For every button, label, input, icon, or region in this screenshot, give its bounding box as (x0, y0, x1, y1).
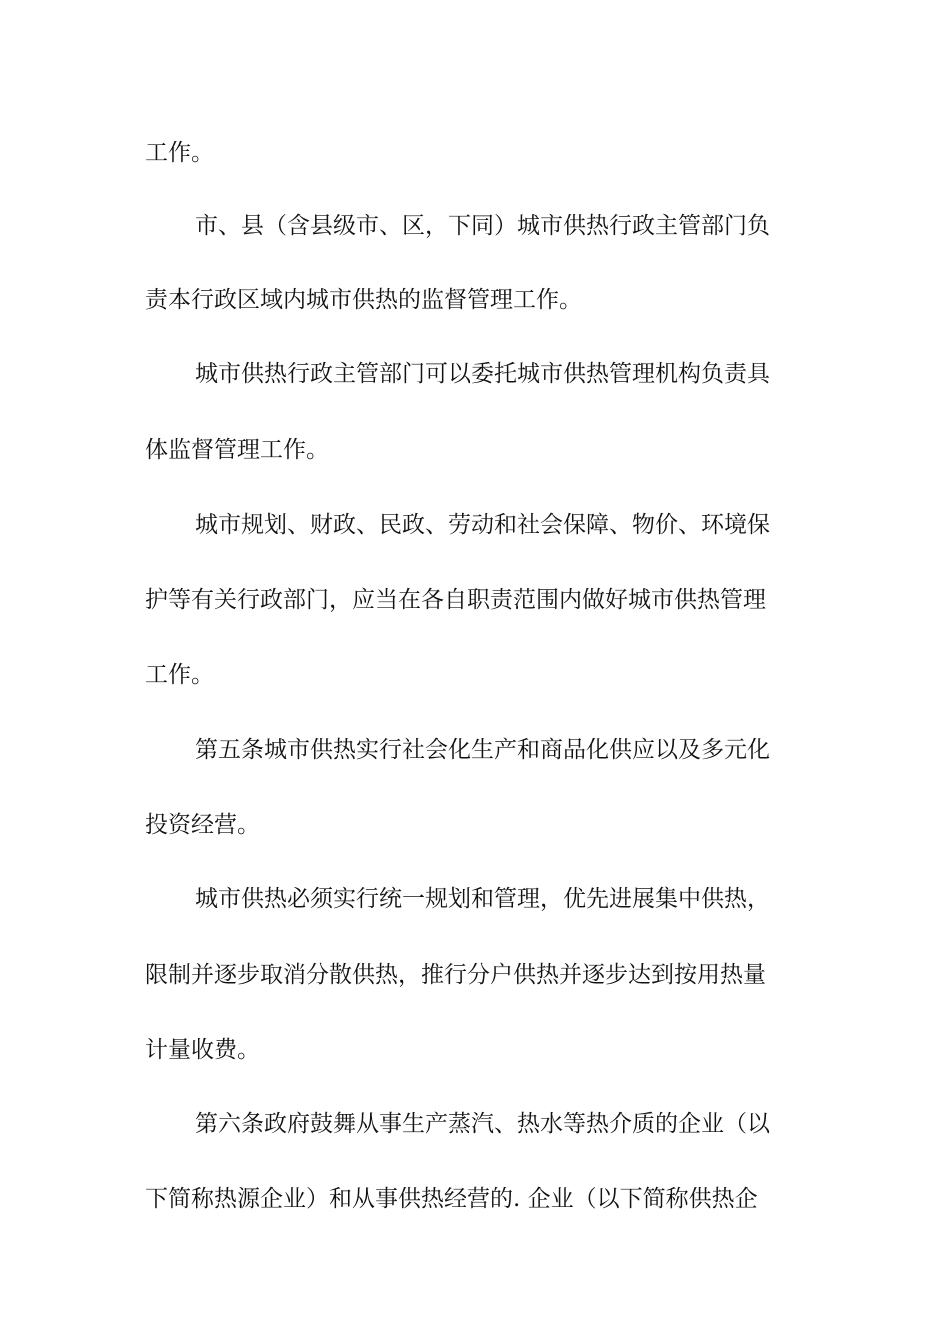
text-line: 责本行政区域内城市供热的监督管理工作。 (145, 287, 582, 313)
text-line: 投资经营。 (145, 812, 260, 838)
text-line: 市、县（含县级市、区，下同）城市供热行政主管部门负 (195, 213, 770, 239)
text-line: 体监督管理工作。 (145, 437, 329, 463)
text-line: 第六条政府鼓舞从事生产蒸汽、热水等热介质的企业（以 (195, 1111, 770, 1137)
text-line: 护等有关行政部门，应当在各自职责范围内做好城市供热管理 (145, 587, 766, 613)
text-line: 下简称热源企业）和从事供热经营的. 企业（以下简称供热企 (145, 1186, 758, 1212)
text-line: 第五条城市供热实行社会化生产和商品化供应以及多元化 (195, 737, 770, 763)
text-line: 工作。 (145, 140, 214, 166)
text-line: 限制并逐步取消分散供热，推行分户供热并逐步达到按用热量 (145, 962, 766, 988)
text-line: 计量收费。 (145, 1037, 260, 1063)
text-line: 工作。 (145, 662, 214, 688)
text-line: 城市规划、财政、民政、劳动和社会保障、物价、环境保 (195, 512, 770, 538)
text-line: 城市供热必须实行统一规划和管理，优先进展集中供热， (195, 886, 770, 912)
text-line: 城市供热行政主管部门可以委托城市供热管理机构负责具 (195, 361, 770, 387)
